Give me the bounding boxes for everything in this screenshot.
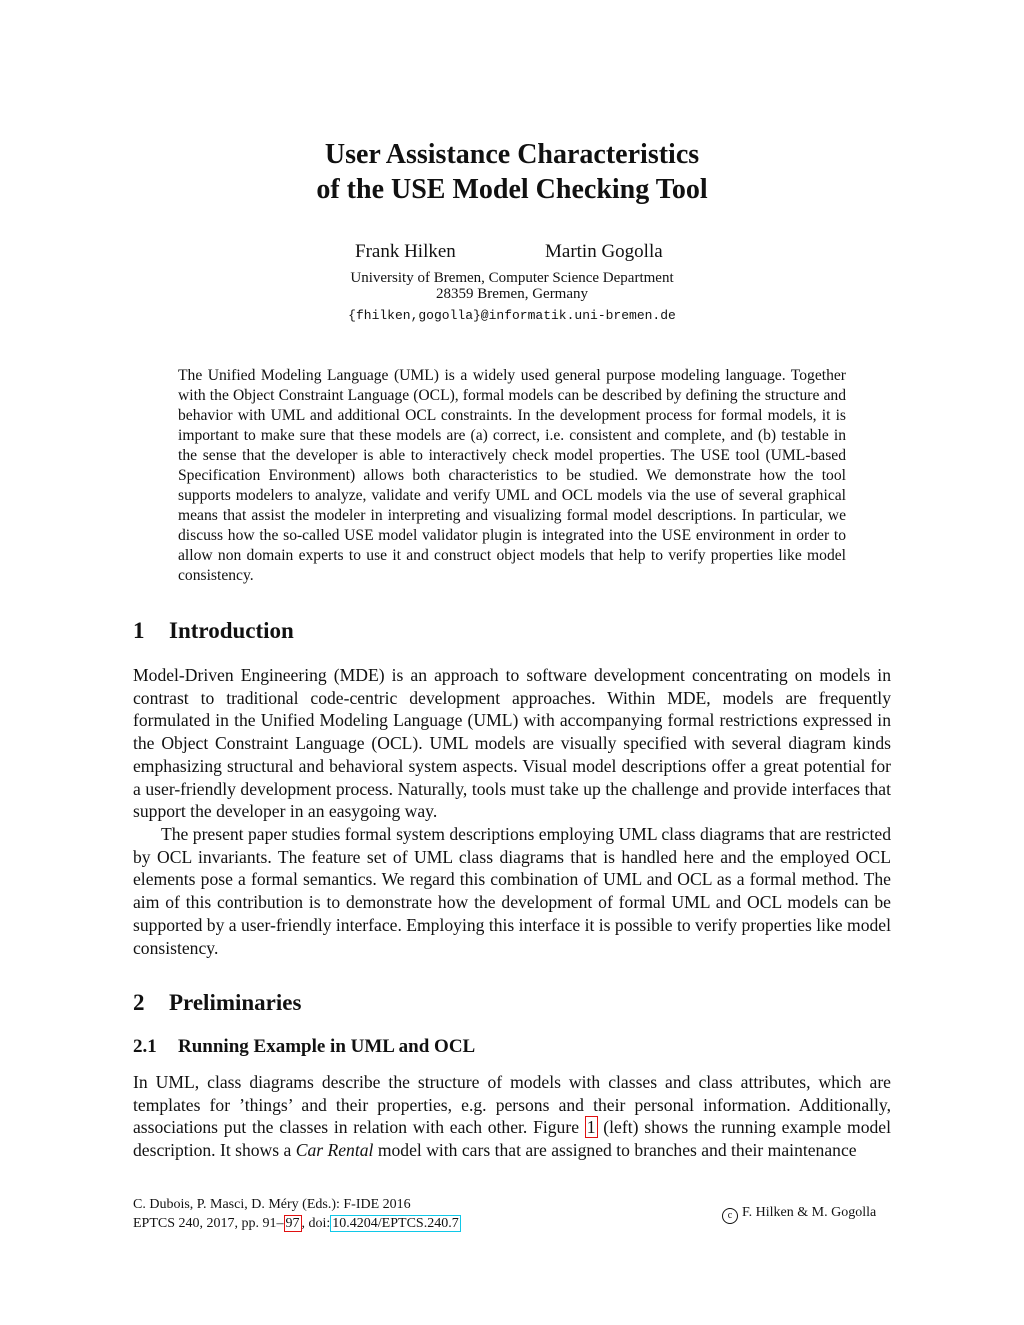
subsection-heading	[133, 1036, 475, 1058]
paper-title	[0, 137, 1024, 207]
prelim-emphasis: Car Rental	[295, 1140, 374, 1161]
section-heading-preliminaries	[133, 990, 301, 1016]
section-title: Introduction	[169, 618, 294, 643]
section-title: Preliminaries	[169, 990, 302, 1015]
section-heading-introduction	[133, 618, 294, 644]
footer-citation	[133, 1195, 461, 1233]
authors	[0, 241, 1024, 267]
section-number: 1	[133, 618, 145, 643]
affiliation-line-1: University of Bremen, Computer Science Department	[350, 270, 674, 286]
intro-paragraph-1: Model-Driven Engineering (MDE) is an approach to software development concentrating on models in contrast to traditional code-centric development approaches. Within MDE, models are frequently formulated in the Unified Modeling Language (UML) with accompanying formal restrictions expressed in the Object Constraint Language (OCL). UML models are visually specified with several diagram kinds emphasizing structural and behavioral system aspects. Visual model descriptions offer a great potential for a user-friendly development process. Naturally, tools must take up the challenge and provide interfaces that support the developer in an easygoing way.	[133, 665, 891, 822]
title-line-1: User Assistance Characteristics	[324, 139, 700, 170]
author-1: Frank Hilken	[355, 241, 456, 262]
subsection-title: Running Example in UML and OCL	[178, 1036, 476, 1057]
abstract: The Unified Modeling Language (UML) is a widely used general purpose modeling language. Together with the Object Constraint Language (OCL), formal models can be described by defining the structure and behavior with UML and additional OCL constraints. In the development process for formal models, it is important to make sure that these models are (a) correct, i.e. consistent and complete, and (b) testable in the sense that the developer is able to interactively check model properties. The USE tool (UML-based Specification Environment) allows both characteristics to be studied. We demonstrate how the tool supports modelers to analyze, validate and verify UML and OCL models via the use of several graphical means that assist the modeler in interpreting and visualizing formal model descriptions. In particular, we discuss how the so-called USE model validator plugin is integrated into the USE environment in order to allow non domain experts to use it and construct object models that help to verify properties like model consistency.	[178, 367, 846, 584]
prelim-paragraph-1	[133, 1071, 891, 1162]
author-email: {fhilken,gogolla}@informatik.uni-bremen.de	[348, 308, 676, 323]
prelim-text-a: In UML, class diagrams describe the structure of models with classes and class attributes, which are templates for ’things’ and their properties, e.g. persons and their personal information. Additionally, associations put the classes in relation with each other. Figure	[133, 1072, 891, 1138]
figure-1-link[interactable]: 1	[586, 1117, 596, 1138]
prelim-text-b: (left) shows the running example model description. It shows a	[133, 1117, 891, 1161]
subsection-number: 2.1	[133, 1036, 157, 1057]
footer-editors: C. Dubois, P. Masci, D. Méry (Eds.): F-IDE 2016	[133, 1197, 411, 1212]
copyright-icon: c	[722, 1208, 738, 1224]
footer-eptcs: EPTCS 240, 2017, pp. 91– 97 , doi: 10.4204/EPTCS.240.7	[133, 1216, 459, 1231]
copyright-holders: F. Hilken & M. Gogolla	[742, 1205, 877, 1220]
doi-link[interactable]: 10.4204/EPTCS.240.7	[332, 1216, 459, 1231]
intro-paragraph-2: The present paper studies formal system descriptions employing UML class diagrams that are restricted by OCL invariants. The feature set of UML class diagrams that is handled here and the employed OCL elements pose a formal semantics. We regard this combination of UML and OCL as a formal method. The aim of this contribution is to demonstrate how the development of formal UML and OCL models can be supported by a user-friendly interface. Employing this interface it is possible to verify properties like model consistency.	[133, 824, 891, 958]
author-2: Martin Gogolla	[545, 241, 663, 262]
section-number: 2	[133, 990, 145, 1015]
prelim-text-c: model with cars that are assigned to branches and their maintenance	[373, 1140, 857, 1161]
footer-copyright	[722, 1205, 876, 1224]
title-line-2: of the USE Model Checking Tool	[316, 174, 708, 205]
last-page-link[interactable]: 97	[285, 1216, 300, 1231]
affiliation	[0, 270, 1024, 302]
affiliation-line-2: 28359 Bremen, Germany	[435, 286, 589, 302]
